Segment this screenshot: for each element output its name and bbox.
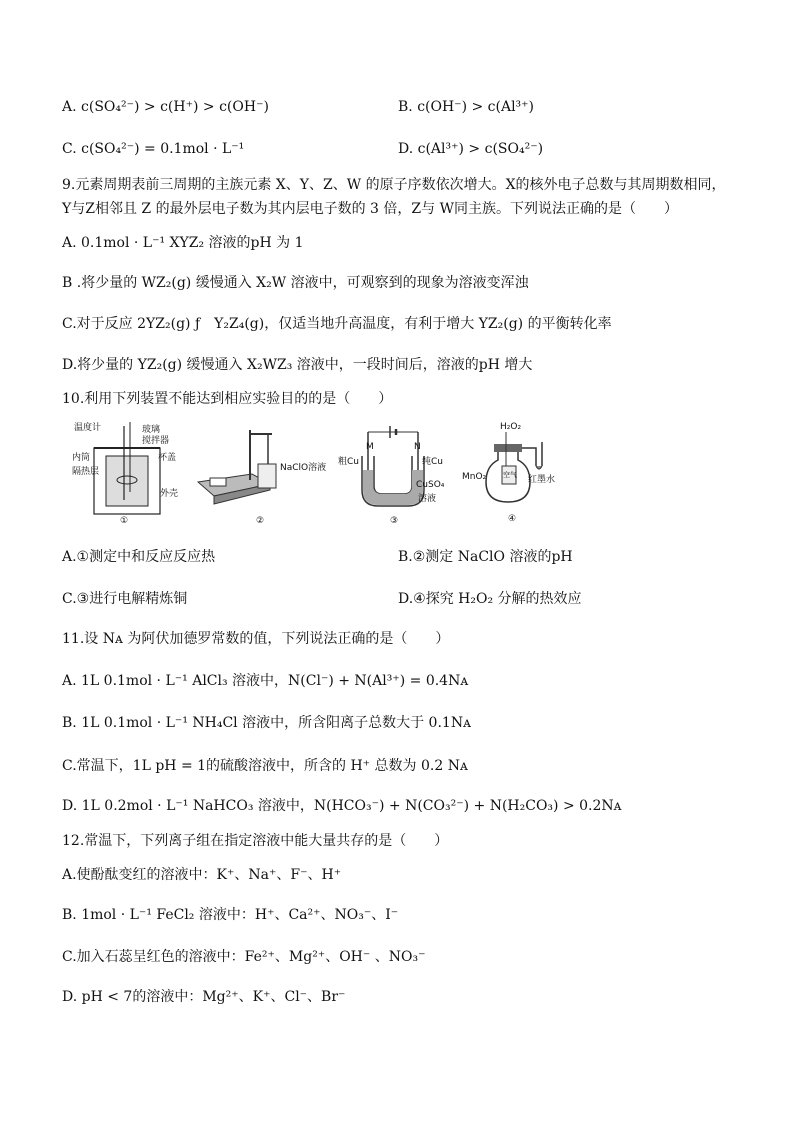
fig1-label-insulation: 隔热层	[72, 467, 100, 477]
q9-option-a: A. 0.1mol · L⁻¹ XYZ₂ 溶液的pH 为 1	[62, 235, 304, 251]
q8-option-d: D. c(Al³⁺) > c(SO₄²⁻)	[398, 141, 544, 157]
q12-stem: 12.常温下，下列离子组在指定溶液中能大量共存的是（ ）	[62, 833, 449, 849]
q10-stem: 10.利用下列装置不能达到相应实验目的的是（ ）	[62, 391, 393, 407]
q9-stem-line1: 9.元素周期表前三周期的主族元素 X、Y、Z、W 的原子序数依次增大。X的核外电子总数与其周期数相同，	[62, 177, 726, 193]
q12-option-d: D. pH < 7的溶液中：Mg²⁺、K⁺、Cl⁻、Br⁻	[62, 989, 346, 1005]
fig1-label-shell: 外壳	[160, 489, 179, 499]
figure-electrolysis	[338, 420, 448, 530]
fig3-label-pure-cu: 纯Cu	[422, 457, 443, 467]
figure-ph-meter	[192, 420, 332, 530]
figure-calorimeter	[72, 420, 182, 530]
q11-option-a: A. 1L 0.1mol · L⁻¹ AlCl₃ 溶液中，N(Cl⁻) + N(Al³⁺) = 0.4Nᴀ	[62, 673, 469, 689]
fig3-label-cuso4: CuSO₄	[416, 480, 445, 490]
q9-option-d: D.将少量的 YZ₂(g) 缓慢通入 X₂WZ₃ 溶液中，一段时间后，溶液的pH 增大	[62, 357, 533, 373]
q9-stem-line2: Y与Z相邻且 Z 的最外层电子数为其内层电子数的 3 倍，Z与 W同主族。下列说法正确的是（ ）	[62, 201, 678, 217]
figure-h2o2	[462, 420, 572, 530]
q12-option-c: C.加入石蕊呈红色的溶液中：Fe²⁺、Mg²⁺、OH⁻ 、NO₃⁻	[62, 949, 426, 965]
fig1-label-stirrer: 搅拌器	[142, 436, 170, 446]
fig4-label-h2o2: H₂O₂	[500, 422, 522, 432]
fig4-label-mno2: MnO₂	[462, 472, 487, 482]
q10-option-c: C.③进行电解精炼铜	[62, 591, 188, 607]
fig1-label-inner: 内筒	[72, 453, 91, 463]
fig4-number: ④	[508, 514, 517, 524]
fig4-label-air: 空气	[503, 471, 517, 479]
q8-option-a: A. c(SO₄²⁻) > c(H⁺) > c(OH⁻)	[62, 99, 269, 115]
q11-option-d: D. 1L 0.2mol · L⁻¹ NaHCO₃ 溶液中，N(HCO₃⁻) + N(CO₃²⁻) + N(H₂CO₃) > 0.2Nᴀ	[62, 798, 622, 814]
fig1-label-glass: 玻璃	[142, 425, 161, 435]
q10-option-a: A.①测定中和反应反应热	[62, 549, 216, 565]
fig1-label-thermometer: 温度计	[74, 423, 102, 433]
electrolysis-drawing	[338, 420, 448, 530]
q12-option-b: B. 1mol · L⁻¹ FeCl₂ 溶液中：H⁺、Ca²⁺、NO₃⁻、I⁻	[62, 907, 399, 923]
q8-option-b: B. c(OH⁻) > c(Al³⁺)	[398, 99, 535, 115]
fig1-number: ①	[120, 516, 129, 526]
fig3-label-n: N	[414, 442, 421, 452]
fig2-label-naclo: NaClO溶液	[280, 463, 327, 473]
fig3-number: ③	[390, 516, 399, 526]
q10-option-d: D.④探究 H₂O₂ 分解的热效应	[398, 591, 582, 607]
fig1-label-lid: 杯盖	[158, 453, 177, 463]
q9-option-c: C.对于反应 2YZ₂(g) ƒ Y₂Z₄(g)，仅适当地升高温度，有利于增大 YZ₂(g) 的平衡转化率	[62, 316, 612, 332]
q10-option-b: B.②测定 NaClO 溶液的pH	[398, 549, 573, 565]
q11-option-c: C.常温下，1L pH = 1的硫酸溶液中，所含的 H⁺ 总数为 0.2 Nᴀ	[62, 758, 468, 774]
ph-meter-drawing	[192, 420, 332, 530]
fig2-number: ②	[256, 516, 265, 526]
fig3-label-solution: 溶液	[418, 494, 437, 504]
q12-option-a: A.使酚酞变红的溶液中：K⁺、Na⁺、F⁻、H⁺	[62, 867, 342, 883]
fig4-label-red-ink: 红墨水	[528, 475, 556, 485]
q8-option-c: C. c(SO₄²⁻) = 0.1mol · L⁻¹	[62, 141, 245, 157]
q11-option-b: B. 1L 0.1mol · L⁻¹ NH₄Cl 溶液中，所含阳离子总数大于 0.1Nᴀ	[62, 715, 471, 731]
fig3-label-crude-cu: 粗Cu	[338, 457, 359, 467]
fig3-label-m: M	[366, 442, 374, 452]
q11-stem: 11.设 Nᴀ 为阿伏加德罗常数的值，下列说法正确的是（ ）	[62, 631, 450, 647]
q9-option-b: B .将少量的 WZ₂(g) 缓慢通入 X₂W 溶液中，可观察到的现象为溶液变浑浊	[62, 275, 529, 291]
